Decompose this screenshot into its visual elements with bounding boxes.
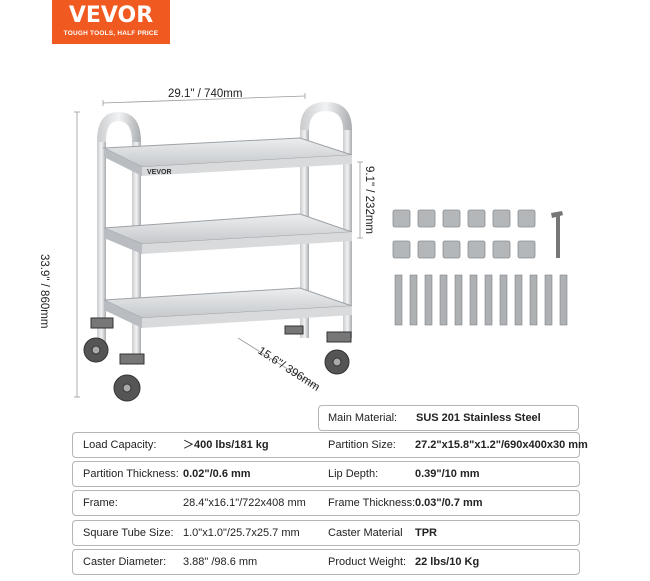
depth-dimension: 15.6"/ 396mm	[255, 345, 322, 394]
spec-label: Frame:	[83, 497, 118, 509]
spec-label: Frame Thickness:	[328, 497, 416, 509]
spec-label: Load Capacity:	[83, 439, 157, 451]
spec-label: Lip Depth:	[328, 468, 379, 480]
spec-row-square-tube	[72, 520, 580, 546]
spec-row-partition-thickness	[72, 461, 580, 487]
spec-row-load-capacity	[72, 432, 588, 458]
spec-value: 28.4"x16.1"/722x408 mm	[183, 497, 306, 509]
spec-value: 0.03"/0.7 mm	[415, 497, 483, 509]
spec-value: 0.39"/10 mm	[415, 468, 480, 480]
partition-spacing-dimension: 9.1" / 232mm	[363, 166, 375, 235]
cart-brand-label: VEVOR	[147, 169, 172, 176]
spec-label: Product Weight:	[328, 556, 407, 568]
spec-label: Partition Size:	[328, 439, 396, 451]
spec-value: 22 lbs/10 Kg	[415, 556, 480, 568]
spec-label: Square Tube Size:	[83, 527, 174, 539]
height-dimension: 33.9" / 860mm	[38, 254, 50, 329]
spec-label: Caster Diameter:	[83, 556, 167, 568]
spec-row-frame	[72, 490, 580, 516]
cart-drawing	[84, 102, 352, 401]
hex-key-icon	[551, 211, 563, 258]
spec-value: 1.0"x1.0"/25.7x25.7 mm	[183, 527, 300, 539]
width-dimension: 29.1" / 740mm	[168, 88, 243, 100]
spec-label: Partition Thickness:	[83, 468, 179, 480]
spec-value: TPR	[415, 527, 437, 539]
corner-brackets	[393, 210, 535, 258]
spec-row-caster-diameter	[72, 549, 580, 575]
screws	[395, 275, 567, 325]
spec-value: ＞400 lbs/181 kg	[183, 439, 269, 451]
spec-value: 0.02"/0.6 mm	[183, 468, 251, 480]
spec-box-main-material	[318, 405, 579, 431]
logo-tagline: TOUGH TOOLS, HALF PRICE	[63, 30, 159, 37]
spec-value: SUS 201 Stainless Steel	[416, 412, 541, 424]
logo-brand-text: VEVOR	[68, 3, 154, 28]
spec-value: 3.88" /98.6 mm	[183, 556, 258, 568]
spec-value: 27.2"x15.8"x1.2"/690x400x30 mm	[415, 439, 588, 451]
spec-label: Caster Material	[328, 527, 403, 539]
spec-label: Main Material:	[328, 412, 398, 424]
